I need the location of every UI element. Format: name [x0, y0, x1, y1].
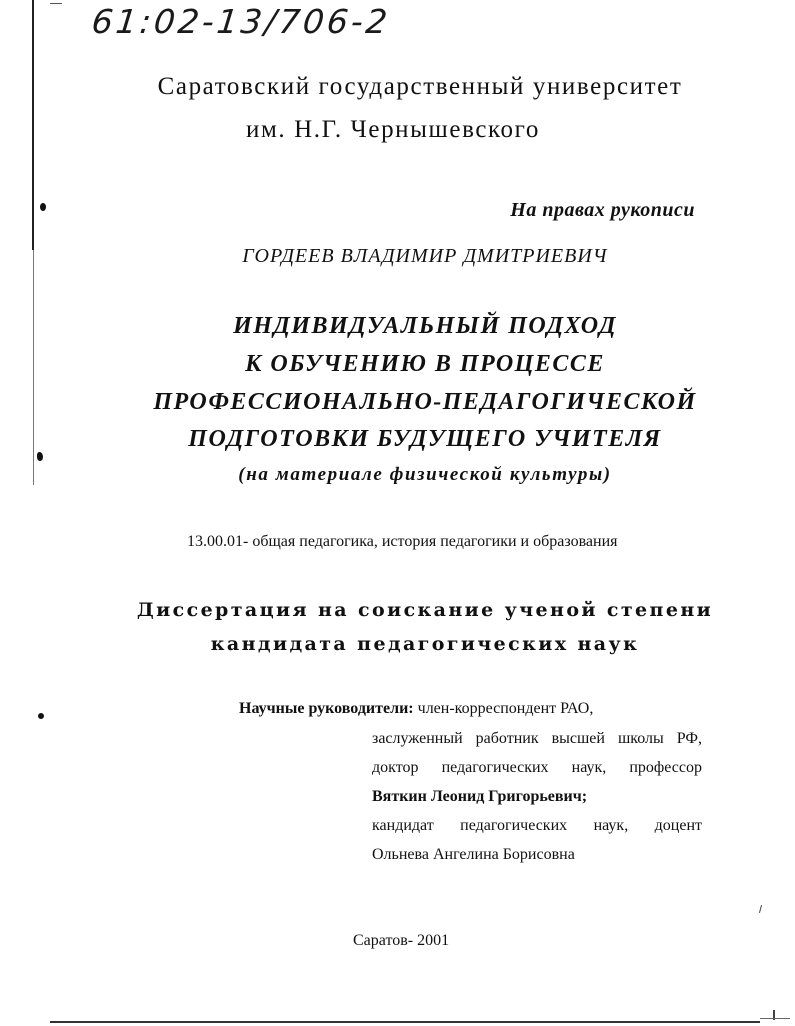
- scan-speck: [40, 203, 46, 211]
- supervisor-line: член-корреспондент РАО,: [417, 700, 594, 717]
- institution-subtitle: им. Н.Г. Чернышевского: [246, 116, 540, 143]
- scan-mark: [50, 3, 62, 4]
- title-subtitle: (на материале физической культуры): [238, 464, 612, 485]
- scan-bottom-line: [50, 1021, 760, 1023]
- manuscript-note: На правах рукописи: [510, 199, 695, 221]
- catalog-number: 61:02-13/706-2: [89, 2, 393, 41]
- title-line-2: К ОБУЧЕНИЮ В ПРОЦЕССЕ: [245, 351, 605, 377]
- supervisor-name: Вяткин Леонид Григорьевич;: [372, 788, 588, 805]
- supervisors-label: Научные руководители:: [239, 700, 414, 717]
- scan-speck: [759, 905, 762, 913]
- scan-speck: [38, 713, 44, 719]
- author-name: ГОРДЕЕВ ВЛАДИМИР ДМИТРИЕВИЧ: [242, 245, 608, 267]
- scan-margin-line: [32, 0, 34, 250]
- institution-name: Саратовский государственный университет: [157, 73, 683, 100]
- scan-bottom-line-faint: [760, 1018, 790, 1019]
- scan-speck: [37, 452, 43, 461]
- supervisor-line: кандидат педагогических наук, доцент: [372, 817, 702, 834]
- supervisor-name: Ольнева Ангелина Борисовна: [372, 846, 575, 863]
- supervisor-line: заслуженный работник высшей школы РФ,: [372, 730, 702, 747]
- specialty-code: 13.00.01- общая педагогика, история педагогики и образования: [187, 533, 618, 550]
- supervisors-heading: [239, 699, 593, 719]
- degree-line-1: Диссертация на соискание ученой степени: [136, 599, 714, 621]
- city-year: Саратов- 2001: [353, 932, 450, 949]
- title-line-4: ПОДГОТОВКИ БУДУЩЕГО УЧИТЕЛЯ: [188, 426, 662, 452]
- title-line-1: ИНДИВИДУАЛЬНЫЙ ПОДХОД: [233, 313, 617, 339]
- supervisor-line: доктор педагогических наук, профессор: [372, 759, 702, 776]
- title-line-3: ПРОФЕССИОНАЛЬНО-ПЕДАГОГИЧЕСКОЙ: [153, 389, 697, 415]
- degree-line-2: кандидата педагогических наук: [210, 633, 640, 655]
